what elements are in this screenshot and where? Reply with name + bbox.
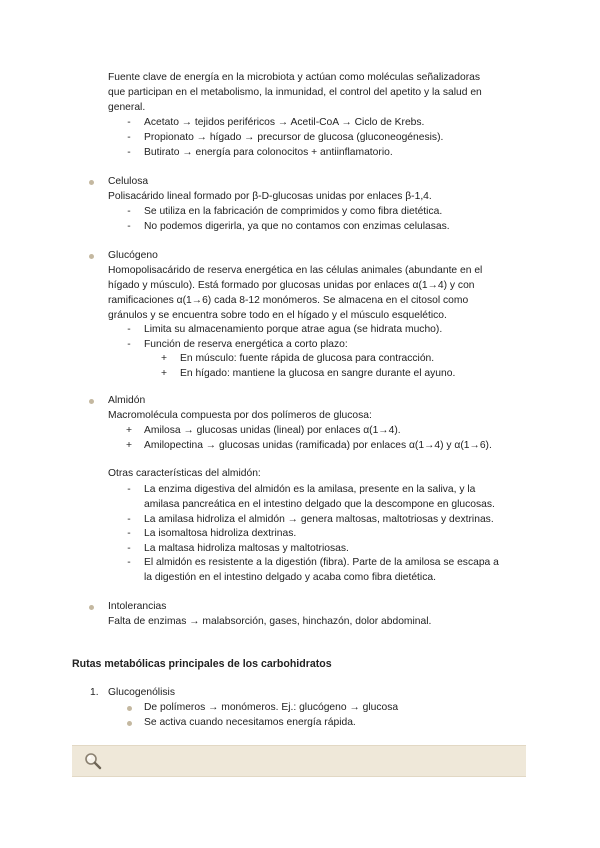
glucogeno-title: Glucógeno: [108, 250, 158, 261]
glucogeno-item-1: Limita su almacenamiento porque atrae agua (se hidrata mucho).: [144, 324, 443, 335]
dash-marker: -: [127, 132, 131, 143]
glucogeno-desc-4: gránulos y se encuentra sobre todo en el hígado y el músculo esquelético.: [108, 310, 447, 321]
plus-marker: +: [126, 440, 133, 451]
intro-line-1: Fuente clave de energía en la microbiota y actúan como moléculas señalizadoras: [108, 72, 481, 83]
bullet-dot: [127, 721, 132, 726]
glucogeno-desc-1: Homopolisacárido de reserva energética en las células animales (abundante en el: [108, 265, 483, 276]
intro-line-2: que participan en el metabolismo, la inmunidad, el control del apetito y la salud en: [108, 87, 482, 98]
rutas-item-2: Se activa cuando necesitamos energía rápida.: [144, 717, 356, 728]
glucogeno-subitem-higado: En hígado: mantiene la glucosa en sangre durante el ayuno.: [180, 368, 456, 379]
intolerancias-desc: Falta de enzimas → malabsorción, gases, hinchazón, dolor abdominal.: [108, 616, 432, 627]
dash-marker: -: [127, 147, 131, 158]
celulosa-title: Celulosa: [108, 176, 149, 187]
almidon-desc: Macromolécula compuesta por dos polímeros de glucosa:: [108, 410, 372, 421]
rutas-item-1: De polímeros → monómeros. Ej.: glucógeno → glucosa: [144, 702, 399, 713]
plus-marker: +: [126, 425, 133, 436]
dash-marker: -: [127, 339, 131, 350]
dash-marker: -: [127, 117, 131, 128]
glucogeno-desc-3: ramificaciones α(1→6) cada 8-12 monómeros. Se almacena en el citosol como: [108, 295, 469, 306]
glucogeno-desc-2: hígado y músculo). Está formado por glucosas unidas por enlaces α(1→4) y con: [108, 280, 475, 291]
almidon-otras-title: Otras características del almidón:: [108, 468, 261, 479]
glucogeno-item-2: Función de reserva energética a corto plazo:: [144, 339, 348, 350]
magnifier-icon: [84, 752, 102, 770]
dash-marker: -: [127, 528, 131, 539]
celulosa-item-1: Se utiliza en la fabricación de comprimidos y como fibra dietética.: [144, 206, 443, 217]
bullet-dot: [127, 706, 132, 711]
bullet-dot: [89, 605, 94, 610]
rutas-title: Glucogenólisis: [108, 687, 175, 698]
almidon-otras-2: La amilasa hidroliza el almidón → genera maltosas, maltotriosas y dextrinas.: [144, 514, 494, 525]
section-heading: Rutas metabólicas principales de los carbohidratos: [72, 658, 332, 670]
intro-item-propionato: Propionato → hígado → precursor de glucosa (gluconeogénesis).: [144, 132, 444, 143]
dash-marker: -: [127, 484, 131, 495]
almidon-amilopectina: Amilopectina → glucosas unidas (ramificada) por enlaces α(1→4) y α(1→6).: [144, 440, 492, 451]
glucogeno-subitem-musculo: En músculo: fuente rápida de glucosa para contracción.: [180, 353, 435, 364]
dash-marker: -: [127, 514, 131, 525]
bullet-dot: [89, 399, 94, 404]
plus-marker: +: [161, 353, 168, 364]
almidon-amilosa: Amilosa → glucosas unidas (lineal) por enlaces α(1→4).: [144, 425, 401, 436]
intolerancias-title: Intolerancias: [108, 601, 167, 612]
intro-line-3: general.: [108, 102, 146, 113]
list-number: 1.: [90, 687, 99, 698]
intro-item-acetato: Acetato → tejidos periféricos → Acetil-CoA → Ciclo de Krebs.: [144, 117, 425, 128]
dash-marker: -: [127, 324, 131, 335]
almidon-otras-3: La isomaltosa hidroliza dextrinas.: [144, 528, 297, 539]
almidon-otras-5a: El almidón es resistente a la digestión (fibra). Parte de la amilosa se escapa a: [144, 557, 499, 568]
almidon-otras-1a: La enzima digestiva del almidón es la amilasa, presente en la saliva, y la: [144, 484, 476, 495]
celulosa-desc: Polisacárido lineal formado por β-D-glucosas unidas por enlaces β-1,4.: [108, 191, 432, 202]
bullet-dot: [89, 180, 94, 185]
celulosa-item-2: No podemos digerirla, ya que no contamos con enzimas celulasas.: [144, 221, 450, 232]
dash-marker: -: [127, 543, 131, 554]
almidon-otras-1b: amilasa pancreática en el intestino delgado que la descompone en glucosas.: [144, 499, 495, 510]
callout-box: [72, 745, 526, 777]
dash-marker: -: [127, 221, 131, 232]
almidon-otras-5b: la digestión en el intestino delgado y acaba como fibra dietética.: [144, 572, 436, 583]
bullet-dot: [89, 254, 94, 259]
plus-marker: +: [161, 368, 168, 379]
dash-marker: -: [127, 206, 131, 217]
almidon-title: Almidón: [108, 395, 146, 406]
almidon-otras-4: La maltasa hidroliza maltosas y maltotriosas.: [144, 543, 349, 554]
intro-item-butirato: Butirato → energía para colonocitos + antiinflamatorio.: [144, 147, 393, 158]
dash-marker: -: [127, 557, 131, 568]
